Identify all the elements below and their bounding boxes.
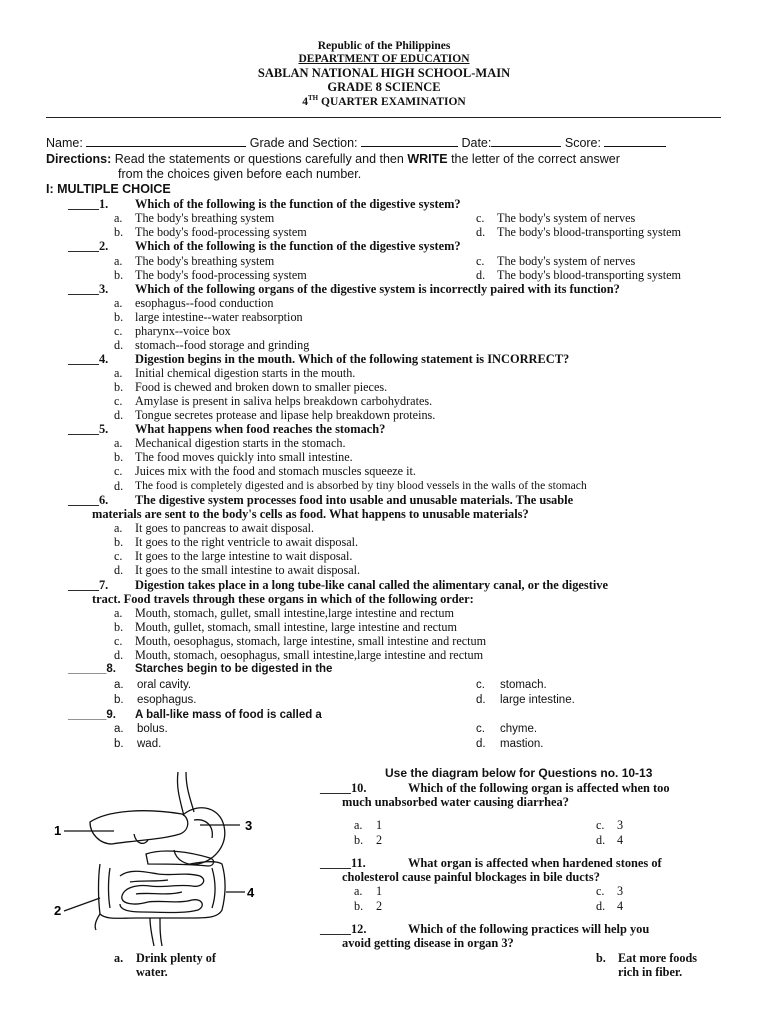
q12-a-letter: a. — [114, 951, 124, 965]
q10-number[interactable]: _____10. — [320, 781, 367, 795]
diagram-label-2: 2 — [54, 903, 62, 918]
q5-b-letter: b. — [114, 450, 124, 464]
q6-d-text: It goes to the small intestine to await disposal. — [135, 563, 361, 577]
q4-number[interactable]: _____4. — [68, 352, 109, 366]
q3-a-letter: a. — [114, 296, 123, 310]
q11-d-text: 4 — [617, 899, 624, 913]
q9-a-letter: a. — [114, 723, 124, 735]
q7-b-letter: b. — [114, 620, 124, 634]
q3-number[interactable]: _____3. — [68, 282, 109, 296]
q5-text: What happens when food reaches the stomach? — [135, 422, 386, 436]
q8-number[interactable]: ______8. — [68, 663, 116, 675]
q6-b-letter: b. — [114, 535, 124, 549]
esophagus-shape — [177, 772, 184, 816]
q7-d-letter: d. — [114, 648, 124, 662]
small-intestine-shape — [120, 871, 204, 912]
q1-c-text: The body's system of nerves — [497, 211, 636, 225]
diagram-label-3: 3 — [245, 818, 253, 833]
q11-b-letter: b. — [354, 899, 364, 913]
q5-b-text: The food moves quickly into small intestine. — [135, 450, 353, 464]
q2-text: Which of the following is the function of the digestive system? — [135, 239, 461, 253]
q11-number[interactable]: _____11. — [320, 856, 366, 870]
q9-d-text: mastion. — [500, 738, 544, 750]
q6-c-letter: c. — [114, 549, 123, 563]
q4-d-letter: d. — [114, 408, 124, 422]
q1-d-letter: d. — [476, 225, 486, 239]
q1-c-letter: c. — [476, 211, 485, 225]
q9-b-letter: b. — [114, 738, 124, 750]
student-info-line: Name: Grade and Section: Date: Score: — [46, 136, 666, 150]
liver-shape — [90, 811, 188, 844]
q2-number[interactable]: _____2. — [68, 239, 109, 253]
q4-c-text: Amylase is present in saliva helps breakdown carbohydrates. — [135, 394, 433, 408]
q4-d-text: Tongue secretes protease and lipase help breakdown proteins. — [135, 408, 436, 422]
q9-d-letter: d. — [476, 738, 486, 750]
q8-d-letter: d. — [476, 694, 486, 706]
q11-text-line-2: cholesterol cause painful blockages in bile ducts? — [342, 870, 600, 884]
q12-text: Which of the following practices will help you — [408, 922, 650, 936]
q5-c-text: Juices mix with the food and stomach muscles squeeze it. — [135, 464, 416, 478]
q9-c-text: chyme. — [500, 723, 538, 735]
section-title: I: MULTIPLE CHOICE — [46, 182, 171, 196]
q5-a-text: Mechanical digestion starts in the stomach. — [135, 436, 346, 450]
q8-text: Starches begin to be digested in the — [135, 663, 333, 675]
q3-b-letter: b. — [114, 310, 124, 324]
q10-c-letter: c. — [596, 818, 605, 832]
q7-a-letter: a. — [114, 606, 123, 620]
school-name: SABLAN NATIONAL HIGH SCHOOL-MAIN — [257, 66, 511, 80]
q11-a-text: 1 — [376, 884, 383, 898]
q8-a-letter: a. — [114, 679, 124, 691]
q5-a-letter: a. — [114, 436, 123, 450]
q7-d-text: Mouth, stomach, oesophagus, small intestine,large intestine and rectum — [135, 648, 484, 662]
q11-a-letter: a. — [354, 884, 363, 898]
q11-text: What organ is affected when hardened stones of — [408, 856, 662, 870]
q6-number[interactable]: _____6. — [68, 493, 109, 507]
q7-a-text: Mouth, stomach, gullet, small intestine,large intestine and rectum — [135, 606, 454, 620]
q6-d-letter: d. — [114, 563, 124, 577]
q1-text: Which of the following is the function of the digestive system? — [135, 197, 461, 211]
q4-b-text: Food is chewed and broken down to smaller pieces. — [135, 380, 388, 394]
stomach-shape — [174, 808, 225, 865]
q8-b-text: esophagus. — [137, 694, 197, 706]
q12-a-text-line-2: water. — [136, 965, 168, 979]
q12-a-text: Drink plenty of — [136, 951, 216, 965]
q11-c-text: 3 — [617, 884, 624, 898]
q1-b-letter: b. — [114, 225, 124, 239]
q10-b-letter: b. — [354, 833, 364, 847]
q10-b-text: 2 — [376, 833, 383, 847]
q12-b-text: Eat more foods — [618, 951, 697, 965]
q3-c-letter: c. — [114, 324, 123, 338]
grade-section-blank[interactable] — [361, 136, 458, 147]
q10-d-text: 4 — [617, 833, 624, 847]
q4-a-letter: a. — [114, 366, 123, 380]
q10-a-text: 1 — [376, 818, 383, 832]
diagram-label-1: 1 — [54, 823, 62, 838]
q4-a-text: Initial chemical digestion starts in the mouth. — [135, 366, 356, 380]
q7-c-text: Mouth, oesophagus, stomach, large intestine, small intestine and rectum — [135, 634, 487, 648]
q10-c-text: 3 — [617, 818, 624, 832]
q6-c-text: It goes to the large intestine to wait disposal. — [135, 549, 353, 563]
q11-c-letter: c. — [596, 884, 605, 898]
directions-line-2: from the choices given before each number. — [118, 167, 362, 181]
q2-d-letter: d. — [476, 268, 486, 282]
q6-a-letter: a. — [114, 521, 123, 535]
q10-a-letter: a. — [354, 818, 363, 832]
q2-a-text: The body's breathing system — [135, 254, 275, 268]
q8-a-text: oral cavity. — [137, 679, 192, 691]
q8-c-letter: c. — [476, 679, 485, 691]
q2-b-text: The body's food-processing system — [135, 268, 307, 282]
q6-a-text: It goes to pancreas to await disposal. — [135, 521, 315, 535]
score-blank[interactable] — [604, 136, 666, 147]
department-line: DEPARTMENT OF EDUCATION — [298, 53, 470, 65]
q4-c-letter: c. — [114, 394, 123, 408]
q2-a-letter: a. — [114, 254, 123, 268]
q12-b-letter: b. — [596, 951, 606, 965]
q9-a-text: bolus. — [137, 723, 168, 735]
q11-b-text: 2 — [376, 899, 383, 913]
date-blank[interactable] — [491, 136, 561, 147]
q5-d-text: The food is completely digested and is absorbed by tiny blood vessels in the walls of the stomach — [135, 479, 587, 492]
diagram-note: Use the diagram below for Questions no. 10-13 — [385, 766, 653, 780]
q7-number[interactable]: _____7. — [68, 578, 109, 592]
q9-text: A ball-like mass of food is called a — [135, 709, 322, 721]
republic-line: Republic of the Philippines — [317, 40, 451, 52]
q12-b-text-line-2: rich in fiber. — [618, 965, 683, 979]
diagram-label-4: 4 — [247, 885, 255, 900]
q1-d-text: The body's blood-transporting system — [497, 225, 681, 239]
q7-c-letter: c. — [114, 634, 123, 648]
q4-b-letter: b. — [114, 380, 124, 394]
q6-text: The digestive system processes food into usable and unusable materials. The usable — [135, 493, 574, 507]
q10-d-letter: d. — [596, 833, 606, 847]
q3-c-text: pharynx--voice box — [135, 324, 231, 338]
q3-text: Which of the following organs of the digestive system is incorrectly paired with its function? — [135, 282, 620, 296]
q1-number[interactable]: _____1. — [68, 197, 109, 211]
q9-number[interactable]: ______9. — [68, 709, 116, 721]
q11-d-letter: d. — [596, 899, 606, 913]
q8-c-text: stomach. — [500, 679, 547, 691]
q5-number[interactable]: _____5. — [68, 422, 109, 436]
q12-text-line-2: avoid getting disease in organ 3? — [342, 936, 514, 950]
q2-d-text: The body's blood-transporting system — [497, 268, 681, 282]
q3-b-text: large intestine--water reabsorption — [135, 310, 303, 324]
q7-text: Digestion takes place in a long tube-like canal called the alimentary canal, or the digestive — [135, 578, 608, 592]
q6-text-line-2: materials are sent to the body's cells as food. What happens to unusable materials? — [92, 507, 529, 521]
q3-d-letter: d. — [114, 338, 124, 352]
exam-title: 4TH QUARTER EXAMINATION — [302, 94, 466, 108]
q9-c-letter: c. — [476, 723, 485, 735]
q3-a-text: esophagus--food conduction — [135, 296, 274, 310]
q8-b-letter: b. — [114, 694, 124, 706]
q7-b-text: Mouth, gullet, stomach, small intestine, large intestine and rectum — [135, 620, 457, 634]
q2-b-letter: b. — [114, 268, 124, 282]
q5-c-letter: c. — [114, 464, 123, 478]
large-intestine-shape — [99, 862, 226, 919]
q7-text-line-2: tract. Food travels through these organs in which of the following order: — [92, 592, 474, 606]
q8-d-text: large intestine. — [500, 694, 575, 706]
q6-b-text: It goes to the right ventricle to await disposal. — [135, 535, 359, 549]
header-divider — [46, 117, 721, 118]
q2-c-letter: c. — [476, 254, 485, 268]
q5-d-letter: d. — [114, 479, 124, 493]
q4-text: Digestion begins in the mouth. Which of the following statement is INCORRECT? — [135, 352, 570, 366]
q3-d-text: stomach--food storage and grinding — [135, 338, 310, 352]
grade-title: GRADE 8 SCIENCE — [327, 80, 441, 94]
name-blank[interactable] — [86, 136, 246, 147]
q1-a-text: The body's breathing system — [135, 211, 275, 225]
q12-number[interactable]: _____12. — [320, 922, 367, 936]
q10-text: Which of the following organ is affected when too — [408, 781, 670, 795]
digestive-system-diagram — [50, 768, 265, 948]
q1-b-text: The body's food-processing system — [135, 225, 307, 239]
q10-text-line-2: much unabsorbed water causing diarrhea? — [342, 795, 569, 809]
q1-a-letter: a. — [114, 211, 123, 225]
q9-b-text: wad. — [137, 738, 162, 750]
directions: Directions: Read the statements or questions carefully and then WRITE the letter of the correct answer — [46, 152, 620, 166]
q2-c-text: The body's system of nerves — [497, 254, 636, 268]
